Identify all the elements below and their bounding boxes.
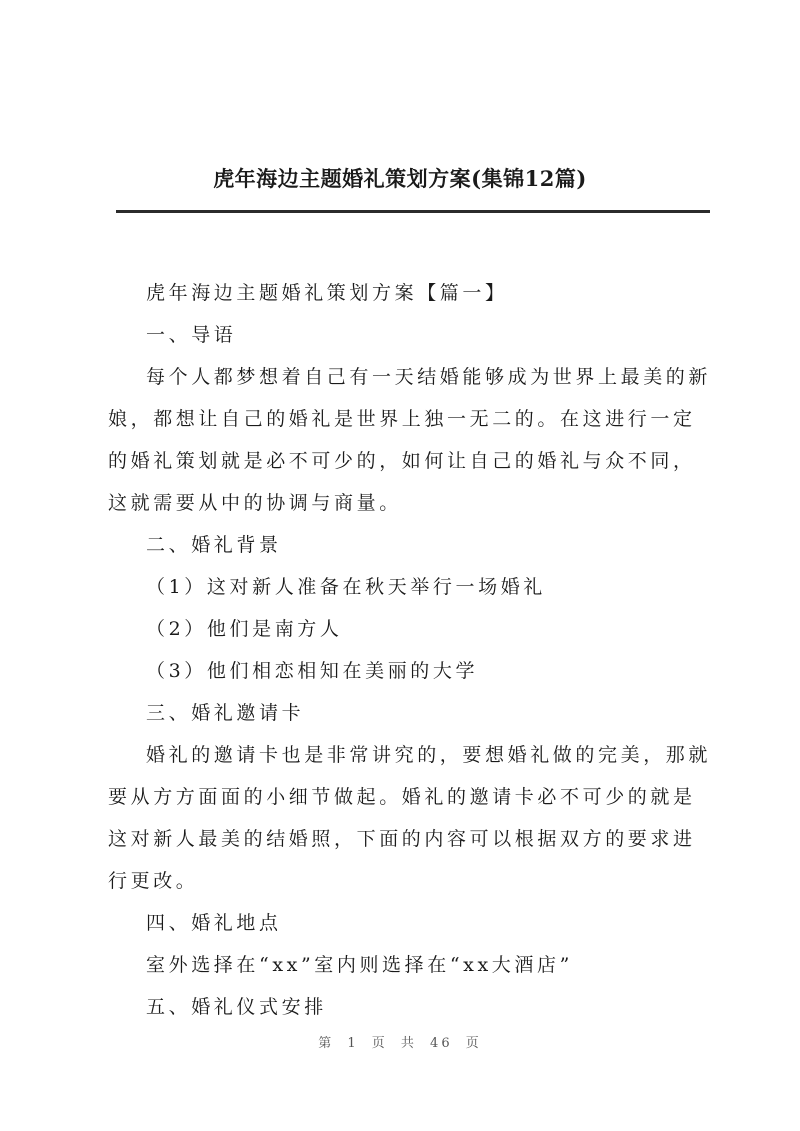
document-title: 虎年海边主题婚礼策划方案(集锦12篇) <box>213 166 587 191</box>
heading-wedding-background: 二、婚礼背景 <box>146 534 282 556</box>
heading-wedding-venue: 四、婚礼地点 <box>146 912 282 934</box>
paragraph-invitation-card: 婚礼的邀请卡也是非常讲究的，要想婚礼做的完美，那就要从方方面面的小细节做起。婚礼的邀请卡必不可少的就是这对新人最美的结婚照，下面的内容可以根据双方的要求进行更改。 <box>108 744 712 892</box>
heading-invitation-card: 三、婚礼邀请卡 <box>146 702 305 724</box>
heading-introduction: 一、导语 <box>146 324 237 346</box>
list-item-background-2: （2）他们是南方人 <box>146 618 343 640</box>
list-item-background-3: （3）他们相恋相知在美丽的大学 <box>146 660 479 682</box>
document-body <box>108 272 712 1028</box>
heading-ceremony-schedule: 五、婚礼仪式安排 <box>146 996 327 1018</box>
title-divider <box>116 210 710 213</box>
paragraph-introduction: 每个人都梦想着自己有一天结婚能够成为世界上最美的新娘，都想让自己的婚礼是世界上独一无二的。在这进行一定的婚礼策划就是必不可少的，如何让自己的婚礼与众不同，这就需要从中的协调与商量。 <box>108 366 712 514</box>
paragraph-wedding-venue: 室外选择在“xx”室内则选择在“xx大酒店” <box>146 954 573 976</box>
page-number-footer: 第 1 页 共 46 页 <box>318 1036 482 1051</box>
list-item-background-1: （1）这对新人准备在秋天举行一场婚礼 <box>146 576 546 598</box>
section-heading-part-one: 虎年海边主题婚礼策划方案【篇一】 <box>146 282 508 304</box>
